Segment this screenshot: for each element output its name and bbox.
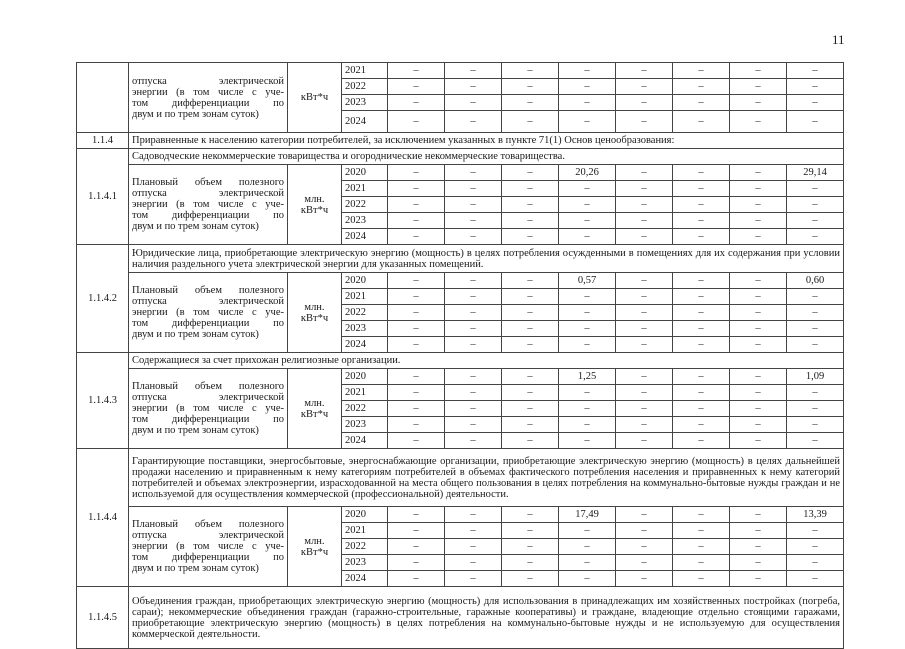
description-line: энергии (в том числе с уче- [132, 307, 284, 318]
value-cell: – [787, 197, 844, 213]
description-line: двум и по трем зонам суток) [132, 425, 259, 436]
value-cell: – [502, 213, 559, 229]
value-cell: – [559, 181, 616, 197]
year-cell: 2022 [342, 197, 388, 213]
value-cell: – [502, 273, 559, 289]
value-cell: – [445, 539, 502, 555]
value-cell: 0,60 [787, 273, 844, 289]
value-cell: – [502, 95, 559, 111]
value-cell: – [445, 417, 502, 433]
value-cell: – [559, 433, 616, 449]
value-cell: – [616, 165, 673, 181]
value-cell: – [559, 555, 616, 571]
value-cell: – [673, 111, 730, 133]
value-cell: – [616, 95, 673, 111]
description-line: двум и по трем зонам суток) [132, 221, 259, 232]
value-cell: – [730, 79, 787, 95]
value-cell: – [445, 337, 502, 353]
value-cell: – [730, 321, 787, 337]
year-cell: 2021 [342, 523, 388, 539]
description-line: том дифференциации по [132, 552, 284, 563]
value-cell: – [502, 111, 559, 133]
value-cell: – [445, 63, 502, 79]
row-number [77, 63, 129, 133]
value-cell: – [388, 417, 445, 433]
value-cell: – [673, 229, 730, 245]
year-row [77, 63, 844, 79]
year-row [77, 507, 844, 523]
value-cell: – [730, 181, 787, 197]
value-cell: – [502, 337, 559, 353]
category-title: Садоводческие некоммерческие товарищества и огороднические некоммерческие товарищества. [129, 149, 844, 165]
row-number: 1.1.4.3 [77, 353, 129, 449]
value-cell: – [730, 401, 787, 417]
value-cell: – [388, 433, 445, 449]
value-cell: 17,49 [559, 507, 616, 523]
value-cell: – [787, 433, 844, 449]
value-cell: – [445, 571, 502, 587]
value-cell: – [502, 507, 559, 523]
value-cell: – [388, 321, 445, 337]
value-cell: – [502, 321, 559, 337]
unit-of-measure: кВт*ч [288, 63, 342, 133]
value-cell: 29,14 [787, 165, 844, 181]
value-cell: – [616, 507, 673, 523]
indicator-description [129, 369, 288, 449]
year-cell: 2020 [342, 507, 388, 523]
value-cell: – [616, 181, 673, 197]
category-title-row [77, 449, 844, 507]
value-cell: – [787, 539, 844, 555]
year-cell: 2023 [342, 555, 388, 571]
value-cell: – [559, 79, 616, 95]
value-cell: – [673, 165, 730, 181]
value-cell: – [559, 385, 616, 401]
description-line: двум и по трем зонам суток) [132, 563, 259, 574]
value-cell: – [616, 305, 673, 321]
value-cell: – [616, 273, 673, 289]
value-cell: – [445, 507, 502, 523]
value-cell: – [502, 305, 559, 321]
value-cell: – [787, 111, 844, 133]
value-cell: – [502, 555, 559, 571]
year-row [77, 165, 844, 181]
category-title: Содержащиеся за счет прихожан религиозные организации. [129, 353, 844, 369]
year-cell: 2020 [342, 273, 388, 289]
value-cell: – [388, 337, 445, 353]
row-number: 1.1.4.4 [77, 449, 129, 587]
value-cell: – [616, 111, 673, 133]
value-cell: – [673, 401, 730, 417]
value-cell: – [673, 385, 730, 401]
value-cell: – [559, 321, 616, 337]
value-cell: 1,25 [559, 369, 616, 385]
description-line: отпуска электрической [132, 392, 284, 403]
value-cell: – [388, 229, 445, 245]
year-cell: 2021 [342, 289, 388, 305]
category-title-row [77, 149, 844, 165]
value-cell: – [616, 401, 673, 417]
value-cell: – [616, 79, 673, 95]
section-title: Приравненные к населению категории потребителей, за исключением указанных в пункте 71(1) Основ ценообразования: [129, 133, 844, 149]
tariff-volume-table [76, 62, 844, 649]
indicator-description [129, 165, 288, 245]
row-number: 1.1.4.5 [77, 587, 129, 649]
value-cell: – [616, 417, 673, 433]
value-cell: – [445, 111, 502, 133]
value-cell: – [502, 197, 559, 213]
category-title-row [77, 353, 844, 369]
description-line: отпуска электрической [132, 188, 284, 199]
row-number: 1.1.4.2 [77, 245, 129, 353]
value-cell: – [445, 523, 502, 539]
value-cell: – [787, 337, 844, 353]
value-cell: – [502, 289, 559, 305]
section-header-row [77, 133, 844, 149]
description-line: Плановый объем полезного [132, 519, 284, 530]
value-cell: – [388, 305, 445, 321]
value-cell: 20,26 [559, 165, 616, 181]
value-cell: – [388, 273, 445, 289]
value-cell: – [502, 571, 559, 587]
value-cell: – [673, 321, 730, 337]
value-cell: – [730, 385, 787, 401]
value-cell: – [559, 289, 616, 305]
description-line: энергии (в том числе с уче- [132, 199, 284, 210]
value-cell: 13,39 [787, 507, 844, 523]
value-cell: – [559, 539, 616, 555]
value-cell: – [445, 229, 502, 245]
value-cell: – [616, 385, 673, 401]
value-cell: – [673, 63, 730, 79]
value-cell: – [445, 289, 502, 305]
value-cell: – [787, 571, 844, 587]
value-cell: – [445, 369, 502, 385]
description-line: том дифференциации по [132, 414, 284, 425]
description-line: Плановый объем полезного [132, 285, 284, 296]
value-cell: – [616, 213, 673, 229]
value-cell: – [388, 523, 445, 539]
value-cell: – [616, 369, 673, 385]
category-title: Юридические лица, приобретающие электрическую энергию (мощность) в целях потребления осужденными в помещениях для их содержания при условии наличия раздельного учета электрической энергии для указанных помещений. [129, 245, 844, 273]
value-cell: – [445, 555, 502, 571]
value-cell: – [730, 539, 787, 555]
value-cell: – [445, 181, 502, 197]
value-cell: – [730, 369, 787, 385]
value-cell: – [730, 417, 787, 433]
value-cell: – [673, 79, 730, 95]
description-line: отпуска электрической [132, 296, 284, 307]
value-cell: – [730, 305, 787, 321]
value-cell: – [673, 523, 730, 539]
value-cell: – [673, 369, 730, 385]
value-cell: – [445, 321, 502, 337]
value-cell: – [616, 229, 673, 245]
category-title-row [77, 245, 844, 273]
value-cell: – [502, 181, 559, 197]
value-cell: – [787, 321, 844, 337]
year-cell: 2021 [342, 181, 388, 197]
value-cell: – [388, 79, 445, 95]
value-cell: – [388, 571, 445, 587]
value-cell: – [616, 571, 673, 587]
row-number: 1.1.4 [77, 133, 129, 149]
value-cell: – [673, 539, 730, 555]
value-cell: – [787, 401, 844, 417]
value-cell: – [673, 507, 730, 523]
description-line: том дифференциации по [132, 210, 284, 221]
value-cell: – [388, 181, 445, 197]
value-cell: – [616, 433, 673, 449]
value-cell: – [445, 79, 502, 95]
value-cell: – [445, 305, 502, 321]
value-cell: – [616, 197, 673, 213]
value-cell: – [730, 213, 787, 229]
value-cell: – [559, 571, 616, 587]
value-cell: – [730, 555, 787, 571]
value-cell: – [502, 165, 559, 181]
value-cell: – [787, 523, 844, 539]
year-cell: 2020 [342, 165, 388, 181]
year-row [77, 273, 844, 289]
value-cell: – [502, 523, 559, 539]
value-cell: 0,57 [559, 273, 616, 289]
year-cell: 2024 [342, 571, 388, 587]
value-cell: – [559, 417, 616, 433]
value-cell: – [730, 571, 787, 587]
section-header-row [77, 587, 844, 649]
value-cell: – [730, 229, 787, 245]
value-cell: – [673, 305, 730, 321]
description-line: двум и по трем зонам суток) [132, 329, 259, 340]
value-cell: – [559, 197, 616, 213]
value-cell: – [730, 165, 787, 181]
value-cell: – [787, 305, 844, 321]
description-line: том дифференциации по [132, 318, 284, 329]
value-cell: – [673, 555, 730, 571]
value-cell: – [730, 63, 787, 79]
description-line: энергии (в том числе с уче- [132, 403, 284, 414]
value-cell: – [388, 555, 445, 571]
value-cell: – [787, 555, 844, 571]
unit-of-measure: млн. кВт*ч [288, 273, 342, 353]
year-cell: 2020 [342, 369, 388, 385]
value-cell: – [787, 385, 844, 401]
value-cell: – [673, 433, 730, 449]
value-cell: – [445, 273, 502, 289]
value-cell: – [388, 539, 445, 555]
value-cell: – [445, 385, 502, 401]
year-cell: 2022 [342, 539, 388, 555]
indicator-description [129, 63, 288, 133]
value-cell: – [673, 289, 730, 305]
value-cell: – [388, 369, 445, 385]
description-line: отпуска электрической [132, 530, 284, 541]
value-cell: – [445, 213, 502, 229]
value-cell: – [559, 213, 616, 229]
value-cell: – [616, 523, 673, 539]
category-title: Гарантирующие поставщики, энергосбытовые, энергоснабжающие организации, приобретающие электрическую энергию (мощность) в целях дальнейшей продажи населению и приравненным к нему категориям потребителей в объемах фактического потребления населения и приравненных к нему категорий потребителей и объемах электроэнергии, израсходованной на места общего пользования в целях потребления на коммунально-бытовые нужды граждан и не используемой для осуществления коммерческой (профессиональной) деятельности. [129, 449, 844, 507]
year-cell: 2022 [342, 305, 388, 321]
value-cell: – [388, 63, 445, 79]
indicator-description [129, 273, 288, 353]
description-line: энергии (в том числе с уче- [132, 86, 284, 98]
description-line: отпуска электрической [132, 75, 284, 87]
value-cell: – [730, 111, 787, 133]
value-cell: – [616, 63, 673, 79]
description-line: энергии (в том числе с уче- [132, 541, 284, 552]
value-cell: – [730, 507, 787, 523]
value-cell: – [787, 229, 844, 245]
year-cell: 2021 [342, 63, 388, 79]
year-cell: 2023 [342, 213, 388, 229]
value-cell: – [673, 197, 730, 213]
year-cell: 2024 [342, 229, 388, 245]
value-cell: – [730, 523, 787, 539]
indicator-description [129, 507, 288, 587]
year-cell: 2024 [342, 111, 388, 133]
value-cell: – [730, 289, 787, 305]
value-cell: – [388, 95, 445, 111]
value-cell: – [787, 289, 844, 305]
unit-of-measure: млн. кВт*ч [288, 369, 342, 449]
value-cell: – [502, 369, 559, 385]
value-cell: – [559, 95, 616, 111]
value-cell: – [787, 95, 844, 111]
value-cell: – [559, 523, 616, 539]
value-cell: – [787, 181, 844, 197]
value-cell: – [559, 229, 616, 245]
value-cell: – [616, 289, 673, 305]
value-cell: – [559, 111, 616, 133]
unit-of-measure: млн. кВт*ч [288, 165, 342, 245]
value-cell: – [388, 165, 445, 181]
value-cell: – [730, 197, 787, 213]
value-cell: – [445, 165, 502, 181]
value-cell: – [730, 337, 787, 353]
value-cell: – [673, 213, 730, 229]
value-cell: – [445, 95, 502, 111]
value-cell: – [502, 229, 559, 245]
year-cell: 2022 [342, 79, 388, 95]
value-cell: – [388, 111, 445, 133]
description-line: Плановый объем полезного [132, 381, 284, 392]
value-cell: – [787, 79, 844, 95]
year-cell: 2022 [342, 401, 388, 417]
value-cell: – [445, 433, 502, 449]
value-cell: – [388, 401, 445, 417]
value-cell: – [616, 555, 673, 571]
value-cell: – [673, 273, 730, 289]
value-cell: – [388, 213, 445, 229]
value-cell: – [559, 63, 616, 79]
year-cell: 2021 [342, 385, 388, 401]
value-cell: – [673, 337, 730, 353]
value-cell: – [673, 95, 730, 111]
value-cell: – [616, 539, 673, 555]
year-cell: 2024 [342, 433, 388, 449]
value-cell: – [502, 401, 559, 417]
unit-of-measure: млн. кВт*ч [288, 507, 342, 587]
year-cell: 2023 [342, 95, 388, 111]
value-cell: – [559, 305, 616, 321]
value-cell: – [730, 433, 787, 449]
value-cell: – [502, 433, 559, 449]
value-cell: – [388, 289, 445, 305]
value-cell: – [730, 95, 787, 111]
value-cell: – [730, 273, 787, 289]
value-cell: – [388, 385, 445, 401]
description-line: двум и по трем зонам суток) [132, 108, 259, 120]
value-cell: – [388, 197, 445, 213]
year-cell: 2023 [342, 417, 388, 433]
description-line: том дифференциации по [132, 97, 284, 109]
value-cell: – [616, 321, 673, 337]
value-cell: 1,09 [787, 369, 844, 385]
value-cell: – [445, 197, 502, 213]
value-cell: – [559, 401, 616, 417]
value-cell: – [502, 417, 559, 433]
year-row [77, 369, 844, 385]
value-cell: – [445, 401, 502, 417]
description-line: Плановый объем полезного [132, 177, 284, 188]
year-cell: 2024 [342, 337, 388, 353]
value-cell: – [502, 63, 559, 79]
value-cell: – [502, 539, 559, 555]
value-cell: – [616, 337, 673, 353]
value-cell: – [787, 63, 844, 79]
value-cell: – [559, 337, 616, 353]
value-cell: – [502, 79, 559, 95]
section-title: Объединения граждан, приобретающих электрическую энергию (мощность) для использования в принадлежащих им хозяйственных постройках (погреба, сараи); некоммерческие объединения граждан (гаражно-строительные, гаражные кооперативы) и граждане, владеющие отдельно стоящими гаражами, приобретающие электрическую энергию (мощность) в целях потребления на коммунально-бытовые нужды и не используемую для осуществления коммерческой деятельности. [129, 587, 844, 649]
value-cell: – [787, 213, 844, 229]
year-cell: 2023 [342, 321, 388, 337]
value-cell: – [787, 417, 844, 433]
value-cell: – [388, 507, 445, 523]
row-number: 1.1.4.1 [77, 149, 129, 245]
value-cell: – [673, 571, 730, 587]
page-number: 11 [832, 32, 845, 47]
value-cell: – [673, 417, 730, 433]
value-cell: – [673, 181, 730, 197]
value-cell: – [502, 385, 559, 401]
